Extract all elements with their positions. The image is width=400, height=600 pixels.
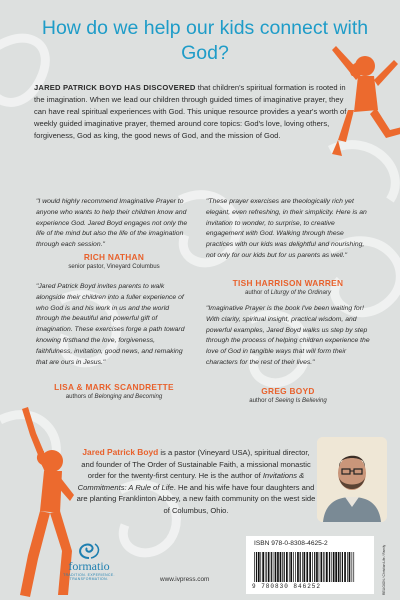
barcode-bar bbox=[290, 552, 292, 582]
barcode-bar bbox=[319, 552, 320, 582]
barcode-bar bbox=[260, 552, 261, 582]
barcode-bar bbox=[271, 552, 272, 582]
endorser-role-2-title: Liturgy of the Ordinary bbox=[270, 289, 332, 296]
barcode-bar bbox=[309, 552, 311, 582]
barcode-bar bbox=[275, 552, 277, 582]
barcode-bar bbox=[326, 552, 328, 582]
barcode-bar bbox=[289, 552, 290, 582]
barcode-bar bbox=[312, 552, 313, 582]
barcode-panel bbox=[246, 536, 374, 594]
intro-lead: JARED PATRICK BOYD HAS DISCOVERED bbox=[34, 83, 196, 92]
endorser-role-1: senior pastor, Vineyard Columbus bbox=[68, 263, 160, 270]
barcode-bar bbox=[353, 552, 354, 582]
endorser-role-3-prefix: authors of bbox=[65, 393, 95, 400]
barcode-bar bbox=[335, 552, 337, 582]
barcode-digits: 9 780830 846252 bbox=[252, 583, 322, 590]
endorser-role-2-prefix: author of bbox=[244, 289, 271, 296]
endorser-role-4 bbox=[206, 397, 370, 404]
endorsement-quote-3: "Jared Patrick Boyd invites parents to walk alongside their children into a fuller experience of who God is and his work in us and the world through the beautiful and powerful gift of imagination. These exercises forge a path toward knowing firsthand the love, forgiveness, faithfulness, invitation, good news, and remaking that are ours in Jesus." bbox=[36, 283, 185, 366]
barcode-graphic bbox=[252, 552, 368, 584]
barcode-bar bbox=[258, 552, 260, 582]
publisher-tagline: TRADITION. EXPERIENCE. TRANSFORMATION. bbox=[63, 573, 115, 581]
barcode-bar bbox=[262, 552, 264, 582]
barcode-bar bbox=[300, 552, 301, 582]
barcode-bar bbox=[316, 552, 318, 582]
barcode-bar bbox=[302, 552, 303, 582]
author-book-title: Invitations & Commitments: A Rule of Life bbox=[77, 471, 305, 492]
barcode-bar bbox=[329, 552, 330, 582]
barcode-bar bbox=[286, 552, 288, 582]
barcode-bar bbox=[295, 552, 296, 582]
endorser-role-4-title: Seeing Is Believing bbox=[274, 397, 327, 404]
endorser-name-3: LISA & MARK SCANDRETTE bbox=[54, 382, 174, 392]
barcode-bar bbox=[314, 552, 315, 582]
formatio-swirl-icon bbox=[75, 540, 103, 560]
barcode-bar bbox=[280, 552, 282, 582]
barcode-bar bbox=[338, 552, 340, 582]
barcode-bar bbox=[304, 552, 306, 582]
endorser-role-3-title: Belonging and Becoming bbox=[94, 393, 163, 400]
barcode-bar bbox=[282, 552, 283, 582]
barcode-bar bbox=[331, 552, 332, 582]
endorser-role-4-prefix: author of bbox=[249, 397, 275, 404]
endorsement-quote-2: "These prayer exercises are theologically rich yet elegant, even refreshing, in their simplicity. Here is an invitation to wonder, to surprise, to creative engagement with God. Walking through these practices with our kids was delightful and nourishing, not only for our kids but for us parents as well." bbox=[206, 198, 367, 259]
barcode-bar bbox=[254, 552, 255, 582]
author-bio-part-1: is a pastor (Vineyard USA), spiritual director, and founder of The Order of Sustainable Faith, a missional monastic order for the twenty-first century. He is the author of bbox=[81, 448, 311, 481]
barcode-bar bbox=[347, 552, 348, 582]
intro-paragraph bbox=[34, 82, 354, 142]
endorser-role-2 bbox=[206, 289, 370, 296]
barcode-bar bbox=[323, 552, 324, 582]
barcode-bar bbox=[306, 552, 308, 582]
barcode-bar bbox=[352, 552, 353, 582]
author-bio bbox=[76, 447, 316, 517]
isbn-number: ISBN 978-0-8308-4625-2 bbox=[254, 540, 328, 547]
barcode-bar bbox=[321, 552, 323, 582]
barcode-bar bbox=[268, 552, 270, 582]
barcode-bar bbox=[344, 552, 346, 582]
barcode-bar bbox=[284, 552, 285, 582]
publisher-brand: formatio bbox=[68, 559, 110, 573]
barcode-bar bbox=[293, 552, 294, 582]
intro-body: that children's spiritual formation is rooted in the imagination. When we lead our children through guided times of imaginative prayer, they can have real spiritual experiences with God. This unique resource provides a year's worth of weekly guided imaginative prayer, themed around core topics: God's love, loving others, forgiveness, God as king, the good news of God, and the mission of God. bbox=[34, 83, 347, 141]
barcode-bar bbox=[333, 552, 335, 582]
barcode-bar bbox=[266, 552, 267, 582]
barcode-bar bbox=[340, 552, 341, 582]
author-bio-part-2: . He and his wife have four daughters and are planting Franklinton Abbey, a new faith community on the west side of Columbus, Ohio. bbox=[76, 482, 316, 515]
barcode-bar bbox=[277, 552, 279, 582]
publisher-logo bbox=[54, 540, 124, 592]
barcode-bar bbox=[273, 552, 274, 582]
barcode-bar bbox=[265, 552, 266, 582]
headline: How do we help our kids connect with God? bbox=[41, 17, 369, 64]
category-code bbox=[377, 538, 389, 596]
endorser-name-1: RICH NATHAN bbox=[83, 252, 145, 262]
category-code-text: RELIGION / Christian Life / Family bbox=[382, 544, 386, 595]
publisher-url: www.ivpress.com bbox=[160, 576, 210, 583]
author-photo bbox=[317, 437, 387, 522]
barcode-bar bbox=[297, 552, 299, 582]
author-name: Jared Patrick Boyd bbox=[82, 447, 159, 457]
barcode-bar bbox=[342, 552, 343, 582]
endorser-name-2: TISH HARRISON WARREN bbox=[232, 278, 344, 288]
endorsement-quote-4: "Imaginative Prayer is the book I've been waiting for! With clarity, spiritual insight, practical wisdom, and powerful examples, Jared Boyd walks us step by step through the process of helping children experience the love of God in tangible ways that will form their characters for the rest of their lives." bbox=[206, 305, 370, 366]
barcode-bar bbox=[349, 552, 351, 582]
endorsement-quote-1: "I would highly recommend Imaginative Prayer to anyone who wants to help their children know and experience God. Jared Boyd engages not only the life of the mind but also the life of the imagination through each session." bbox=[36, 198, 188, 249]
barcode-bar bbox=[256, 552, 257, 582]
barcode-bar bbox=[325, 552, 326, 582]
endorser-name-4: GREG BOYD bbox=[261, 386, 315, 396]
